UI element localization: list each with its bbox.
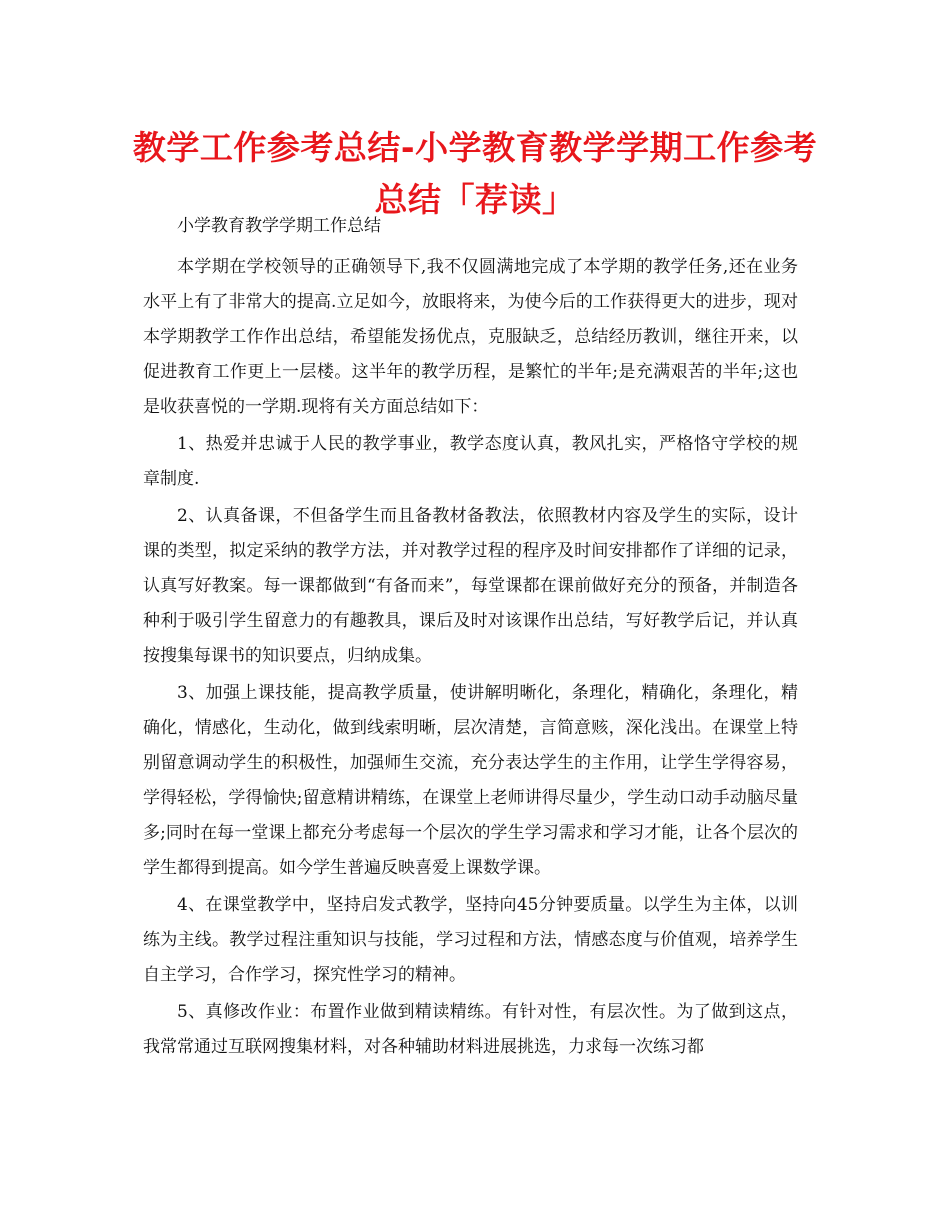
paragraph-item-1: 1、热爱并忠诚于人民的教学事业，教学态度认真，教风扎实，严格恪守学校的规章制度. [143, 434, 798, 489]
document-body [143, 216, 798, 1067]
document-subtitle: 小学教育教学学期工作总结 [177, 216, 381, 236]
paragraph-item-5: 5、真修改作业：布置作业做到精读精练。有针对性，有层次性。为了做到这点，我常常通过互联网搜集材料，对各种辅助材料进展挑选，力求每一次练习都 [143, 1002, 798, 1057]
paragraph-intro: 本学期在学校领导的正确领导下,我不仅圆满地完成了本学期的教学任务,还在业务水平上有了非常大的提高.立足如今，放眼将来，为使今后的工作获得更大的进步，现对本学期教学工作作出总结，希望能发扬优点，克服缺乏，总结经历教训，继往开来，以促进教育工作更上一层楼。这半年的教学历程，是繁忙的半年;是充满艰苦的半年;这也是收获喜悦的一学期.现将有关方面总结如下： [143, 257, 798, 417]
paragraph-item-3: 3、加强上课技能，提高教学质量，使讲解明晰化，条理化，精确化，条理化，精确化，情感化，生动化，做到线索明晰，层次清楚，言简意赅，深化浅出。在课堂上特别留意调动学生的积极性，加强师生交流，充分表达学生的主作用，让学生学得容易，学得轻松，学得愉快;留意精讲精练，在课堂上老师讲得尽量少，学生动口动手动脑尽量多;同时在每一堂课上都充分考虑每一个层次的学生学习需求和学习才能，让各个层次的学生都得到提高。如今学生普遍反映喜爱上课数学课。 [143, 683, 798, 878]
paragraph-item-2: 2、认真备课，不但备学生而且备教材备教法，依照教材内容及学生的实际，设计课的类型，拟定采纳的教学方法，并对教学过程的程序及时间安排都作了详细的记录，认真写好教案。每一课都做到“有备而来”，每堂课都在课前做好充分的预备，并制造各种利于吸引学生留意力的有趣教具，课后及时对该课作出总结，写好教学后记，并认真按搜集每课书的知识要点，归纳成集。 [143, 506, 798, 666]
document-title: 教学工作参考总结-小学教育教学学期工作参考总结「荐读」 [132, 128, 818, 219]
paragraph-item-4: 4、在课堂教学中，坚持启发式教学，坚持向45分钟要质量。以学生为主体，以训练为主线。教学过程注重知识与技能，学习过程和方法，情感态度与价值观，培养学生自主学习，合作学习，探究性学习的精神。 [143, 895, 798, 985]
